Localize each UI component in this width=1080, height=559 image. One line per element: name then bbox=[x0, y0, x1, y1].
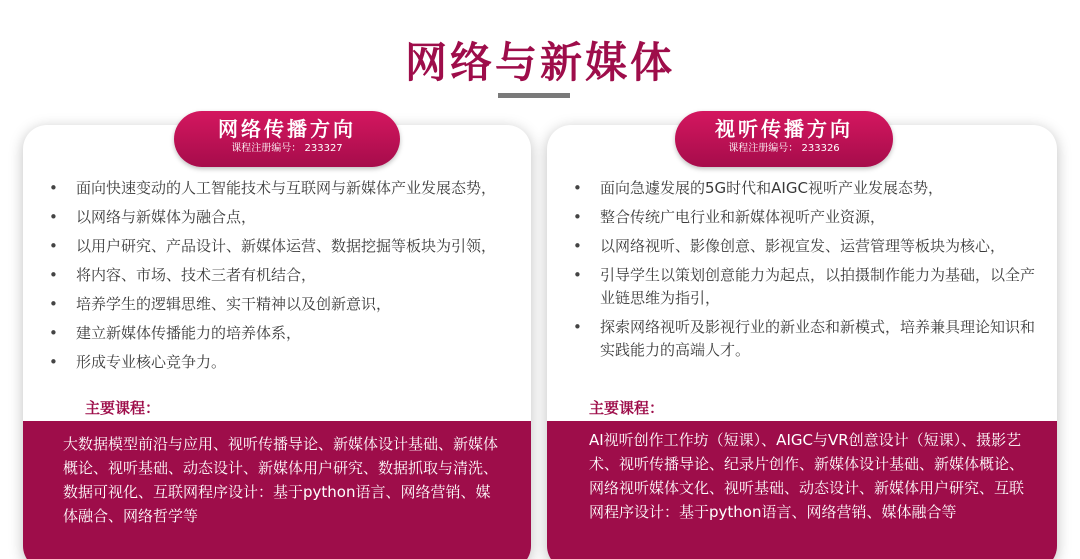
title-underline bbox=[498, 93, 570, 98]
right-bullet-item: • 以网络视听、影像创意、影视宣发、运营管理等板块为核心， bbox=[573, 235, 1039, 258]
left-courses-text: 大数据模型前沿与应用、视听传播导论、新媒体设计基础、新媒体概论、视听基础、动态设计、新媒体用户研究、数据抓取与清洗、数据可视化、互联网程序设计：基于python语言、网络营销、媒体融合、网络哲学等 bbox=[63, 435, 499, 525]
left-bullet-item: • 以用户研究、产品设计、新媒体运营、数据挖掘等板块为引领， bbox=[49, 235, 513, 258]
left-bullet-item: • 将内容、市场、技术三者有机结合， bbox=[49, 264, 513, 287]
right-courses-text: AI视听创作工作坊（短课）、AIGC与VR创意设计（短课）、摄影艺术、视听传播导论、纪录片创作、新媒体设计基础、新媒体概论、网络视听媒体文化、视听基础、动态设计、新媒体用户研究、互联网程序设计：基于python语言、网络营销、媒体融合等 bbox=[589, 431, 1025, 521]
left-bullet-item: • 以网络与新媒体为融合点， bbox=[49, 206, 513, 229]
left-bullet-item: • 形成专业核心竞争力。 bbox=[49, 351, 513, 374]
audiovisual-direction-header bbox=[675, 111, 893, 167]
right-direction-title: 视听传播方向 bbox=[715, 117, 853, 141]
audiovisual-direction-card bbox=[547, 125, 1057, 559]
right-bullet-list bbox=[573, 177, 1039, 368]
right-bullet-item: • 引导学生以策划创意能力为起点，以拍摄制作能力为基础，以全产业链思维为指引， bbox=[573, 264, 1039, 310]
left-courses-box bbox=[23, 421, 531, 559]
left-bullet-item: • 建立新媒体传播能力的培养体系， bbox=[49, 322, 513, 345]
left-bullet-item: • 培养学生的逻辑思维、实干精神以及创新意识， bbox=[49, 293, 513, 316]
right-bullet-item: • 面向急遽发展的5G时代和AIGC视听产业发展态势， bbox=[573, 177, 1039, 200]
right-bullet-item: • 探索网络视听及影视行业的新业态和新模式，培养兼具理论知识和实践能力的高端人才。 bbox=[573, 316, 1039, 362]
right-course-code: 课程注册编号： 233326 bbox=[728, 143, 840, 154]
right-courses-label: 主要课程： bbox=[589, 399, 665, 417]
left-bullet-list bbox=[49, 177, 513, 380]
right-bullet-item: • 整合传统广电行业和新媒体视听产业资源， bbox=[573, 206, 1039, 229]
network-direction-card bbox=[23, 125, 531, 559]
page-title: 网络与新媒体 bbox=[404, 38, 675, 87]
left-course-code: 课程注册编号： 233327 bbox=[231, 143, 343, 154]
left-bullet-item: • 面向快速变动的人工智能技术与互联网与新媒体产业发展态势， bbox=[49, 177, 513, 200]
right-courses-box bbox=[547, 421, 1057, 559]
network-direction-header bbox=[174, 111, 400, 167]
left-courses-label: 主要课程： bbox=[85, 399, 161, 417]
left-direction-title: 网络传播方向 bbox=[218, 117, 356, 141]
